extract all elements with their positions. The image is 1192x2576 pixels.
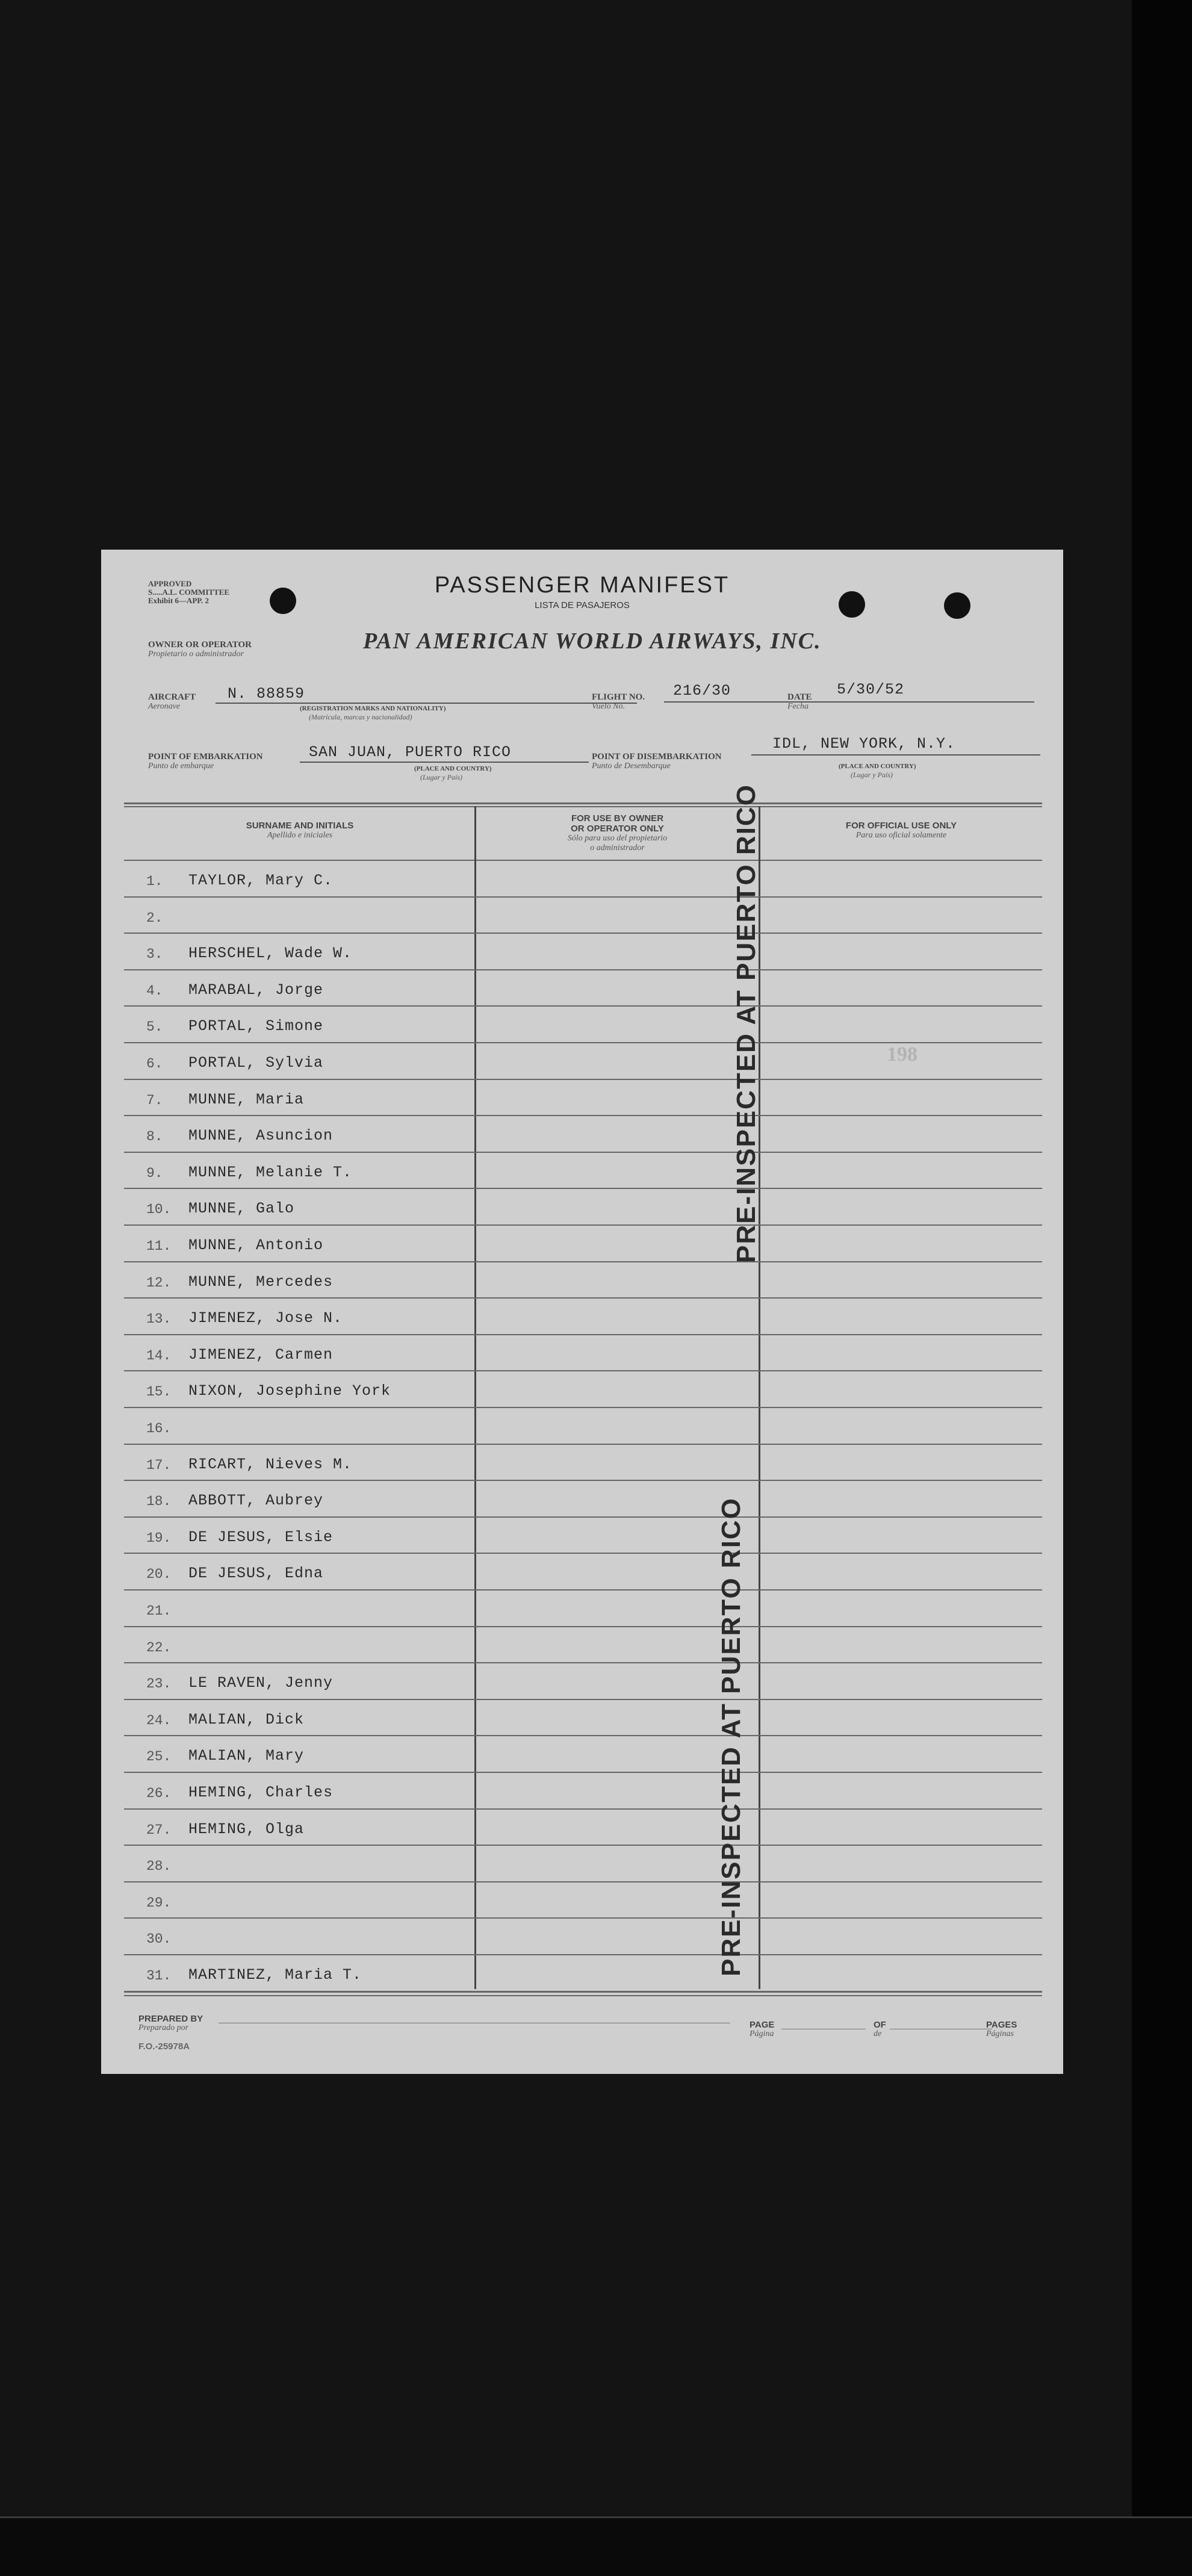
- row-number: 12.: [146, 1274, 172, 1291]
- passenger-name: MUNNE, Asuncion: [188, 1127, 334, 1145]
- pre-inspected-stamp-top: PRE-INSPECTED AT PUERTO RICO: [731, 784, 761, 1263]
- table-row: [146, 969, 568, 1006]
- row-number: 15.: [146, 1384, 172, 1400]
- col-owner-label-es-1: Sólo para uso del propietario: [567, 834, 668, 843]
- flight-value: 216/30: [673, 682, 731, 700]
- row-number: 16.: [146, 1421, 172, 1436]
- row-number: 10.: [146, 1202, 172, 1218]
- embark-value: SAN JUAN, PUERTO RICO: [309, 743, 512, 761]
- col-surname-label-es: Apellido e iniciales: [267, 831, 333, 840]
- row-number: 17.: [146, 1457, 172, 1473]
- approved-line-3: Exhibit 6—APP. 2: [148, 596, 210, 605]
- table-row: [146, 1334, 568, 1371]
- row-number: 19.: [146, 1530, 172, 1546]
- table-row: [146, 896, 568, 933]
- table-row: [146, 1917, 568, 1954]
- approved-line-2: S.....A.L. COMMITTEE: [148, 588, 230, 597]
- row-number: 4.: [146, 982, 163, 999]
- row-number: 22.: [146, 1639, 172, 1656]
- table-row: [146, 1370, 568, 1407]
- row-number: 6.: [146, 1056, 163, 1072]
- table-row: [146, 1079, 568, 1116]
- table-row: [146, 860, 568, 896]
- col-official-label: FOR OFFICIAL USE ONLY: [845, 821, 957, 831]
- passenger-name: PORTAL, Sylvia: [188, 1054, 324, 1072]
- passenger-name: PORTAL, Simone: [188, 1017, 324, 1035]
- page-title: PASSENGER MANIFEST: [434, 573, 730, 598]
- col-owner-header: [476, 813, 759, 853]
- row-number: 3.: [146, 946, 163, 963]
- manifest-sheet: [101, 550, 1063, 2074]
- flight-label: FLIGHT NO.: [592, 692, 645, 702]
- col-surname-label: SURNAME AND INITIALS: [246, 821, 354, 831]
- footer-rule-2: [124, 1995, 1042, 1996]
- disembark-underline: [751, 754, 1040, 756]
- disembark-value: IDL, NEW YORK, N.Y.: [772, 735, 956, 753]
- passenger-name: MARTINEZ, Maria T.: [188, 1966, 362, 1984]
- passenger-name: HERSCHEL, Wade W.: [188, 945, 353, 963]
- row-number: 8.: [146, 1129, 163, 1145]
- passenger-name: HEMING, Olga: [188, 1820, 305, 1838]
- place-note-2: (PLACE AND COUNTRY): [839, 763, 916, 770]
- row-number: 14.: [146, 1347, 172, 1364]
- disembark-label-es: Punto de Desembarque: [592, 762, 671, 771]
- table-row: [146, 1261, 568, 1298]
- film-edge-right: [1132, 0, 1192, 2574]
- row-number: 18.: [146, 1494, 172, 1510]
- row-number: 30.: [146, 1931, 172, 1948]
- passenger-name: RICART, Nieves M.: [188, 1455, 353, 1473]
- row-number: 5.: [146, 1019, 163, 1035]
- col-official-header: [760, 821, 1042, 840]
- table-row: [146, 1516, 568, 1553]
- table-row: [146, 1444, 568, 1480]
- aircraft-value: N. 88859: [228, 685, 305, 703]
- embark-label: POINT OF EMBARKATION: [148, 752, 263, 762]
- of-label: OF: [874, 2020, 886, 2030]
- footer-rule: [124, 1991, 1042, 1993]
- place-note: (PLACE AND COUNTRY): [414, 765, 492, 772]
- official-number: 198: [887, 1043, 917, 1066]
- film-edge-bottom: [0, 2516, 1192, 2576]
- table-row: [146, 1553, 568, 1589]
- row-number: 1.: [146, 874, 163, 889]
- page-label: PAGE: [750, 2020, 775, 2030]
- table-row: [146, 1735, 568, 1772]
- table-row: [146, 1772, 568, 1808]
- pages-label-es: Páginas: [986, 2029, 1014, 2038]
- table-row: [146, 1881, 568, 1918]
- prepared-label: PREPARED BY: [138, 2014, 203, 2024]
- row-number: 24.: [146, 1712, 172, 1728]
- passenger-name: JIMENEZ, Jose N.: [188, 1309, 343, 1327]
- col-owner-label-2: OR OPERATOR ONLY: [571, 824, 664, 834]
- col-surname-header: [125, 821, 474, 840]
- owner-label-es: Propietario o administrador: [148, 650, 244, 659]
- passenger-name: MALIAN, Mary: [188, 1747, 305, 1765]
- row-number: 28.: [146, 1858, 172, 1875]
- passenger-name: DE JESUS, Edna: [188, 1565, 324, 1583]
- table-row: [146, 1005, 568, 1042]
- flight-label-es: Vuelo No.: [592, 702, 625, 711]
- place-note-es: (Lugar y País): [420, 773, 462, 781]
- date-label-es: Fecha: [787, 702, 809, 711]
- table-row: [146, 1699, 568, 1736]
- row-number: 29.: [146, 1895, 172, 1911]
- row-number: 23.: [146, 1676, 172, 1692]
- owner-value: PAN AMERICAN WORLD AIRWAYS, INC.: [363, 628, 822, 654]
- col-official-label-es: Para uso oficial solamente: [855, 831, 947, 840]
- form-code: F.O.-25978A: [138, 2041, 190, 2052]
- of-label-es: de: [874, 2029, 882, 2038]
- pages-label: PAGES: [986, 2020, 1017, 2030]
- table-top-rule: [124, 802, 1042, 804]
- passenger-name: JIMENEZ, Carmen: [188, 1345, 334, 1364]
- row-number: 7.: [146, 1092, 163, 1108]
- page-label-es: Página: [750, 2029, 774, 2038]
- passenger-name: DE JESUS, Elsie: [188, 1528, 334, 1546]
- table-row: [146, 1480, 568, 1516]
- passenger-name: NIXON, Josephine York: [188, 1382, 391, 1400]
- table-row: [146, 1407, 568, 1444]
- date-value: 5/30/52: [837, 681, 905, 698]
- table-row: [146, 1297, 568, 1334]
- prepared-label-es: Preparado por: [138, 2023, 189, 2032]
- row-number: 31.: [146, 1968, 172, 1984]
- table-row: [146, 1954, 568, 1991]
- passenger-name: MUNNE, Galo: [188, 1200, 295, 1218]
- table-row: [146, 1188, 568, 1224]
- row-number: 2.: [146, 910, 163, 926]
- disembark-label: POINT OF DISEMBARKATION: [592, 752, 722, 762]
- owner-label: OWNER OR OPERATOR: [148, 640, 252, 650]
- registration-note: (REGISTRATION MARKS AND NATIONALITY): [300, 705, 446, 712]
- passenger-name: MALIAN, Dick: [188, 1710, 305, 1728]
- table-top-rule-2: [124, 806, 1042, 807]
- passenger-name: MUNNE, Mercedes: [188, 1273, 334, 1291]
- table-row: [146, 1115, 568, 1152]
- passenger-name: MUNNE, Melanie T.: [188, 1163, 353, 1181]
- passenger-name: MUNNE, Maria: [188, 1090, 305, 1108]
- row-number: 20.: [146, 1566, 172, 1583]
- embark-underline: [300, 762, 589, 763]
- row-number: 27.: [146, 1822, 172, 1838]
- passenger-name: TAYLOR, Mary C.: [188, 872, 334, 889]
- date-label: DATE: [787, 692, 812, 702]
- passenger-name: MUNNE, Antonio: [188, 1237, 324, 1254]
- place-note-2-es: (Lugar y País): [851, 771, 893, 779]
- row-number: 26.: [146, 1786, 172, 1801]
- table-row: [146, 1589, 568, 1626]
- table-row: [146, 1042, 568, 1079]
- aircraft-label-es: Aeronave: [148, 702, 181, 711]
- row-number: 25.: [146, 1749, 172, 1765]
- table-row: [146, 1152, 568, 1188]
- passenger-name: ABBOTT, Aubrey: [188, 1492, 324, 1510]
- registration-note-es: (Matrícula, marcas y nacionalidad): [309, 713, 412, 721]
- table-row: [146, 1224, 568, 1261]
- passenger-name: MARABAL, Jorge: [188, 981, 324, 999]
- table-row: [146, 1626, 568, 1663]
- pre-inspected-stamp-bottom: PRE-INSPECTED AT PUERTO RICO: [716, 1497, 746, 1976]
- passenger-name: LE RAVEN, Jenny: [188, 1674, 334, 1692]
- passenger-name: HEMING, Charles: [188, 1784, 334, 1801]
- row-number: 11.: [146, 1238, 172, 1254]
- aircraft-label: AIRCRAFT: [148, 692, 196, 702]
- row-number: 13.: [146, 1311, 172, 1327]
- col-owner-label-1: FOR USE BY OWNER: [571, 813, 664, 824]
- page-subtitle: LISTA DE PASAJEROS: [535, 600, 630, 610]
- date-underline: [821, 701, 1034, 703]
- embark-label-es: Punto de embarque: [148, 762, 214, 771]
- row-number: 21.: [146, 1603, 172, 1619]
- table-row: [146, 1808, 568, 1845]
- col-owner-label-es-2: o administrador: [590, 843, 645, 852]
- approved-line-1: APPROVED: [148, 579, 192, 588]
- row-number: 9.: [146, 1165, 163, 1181]
- table-row: [146, 933, 568, 969]
- aircraft-underline: [216, 703, 637, 704]
- table-row: [146, 1662, 568, 1699]
- table-row: [146, 1845, 568, 1881]
